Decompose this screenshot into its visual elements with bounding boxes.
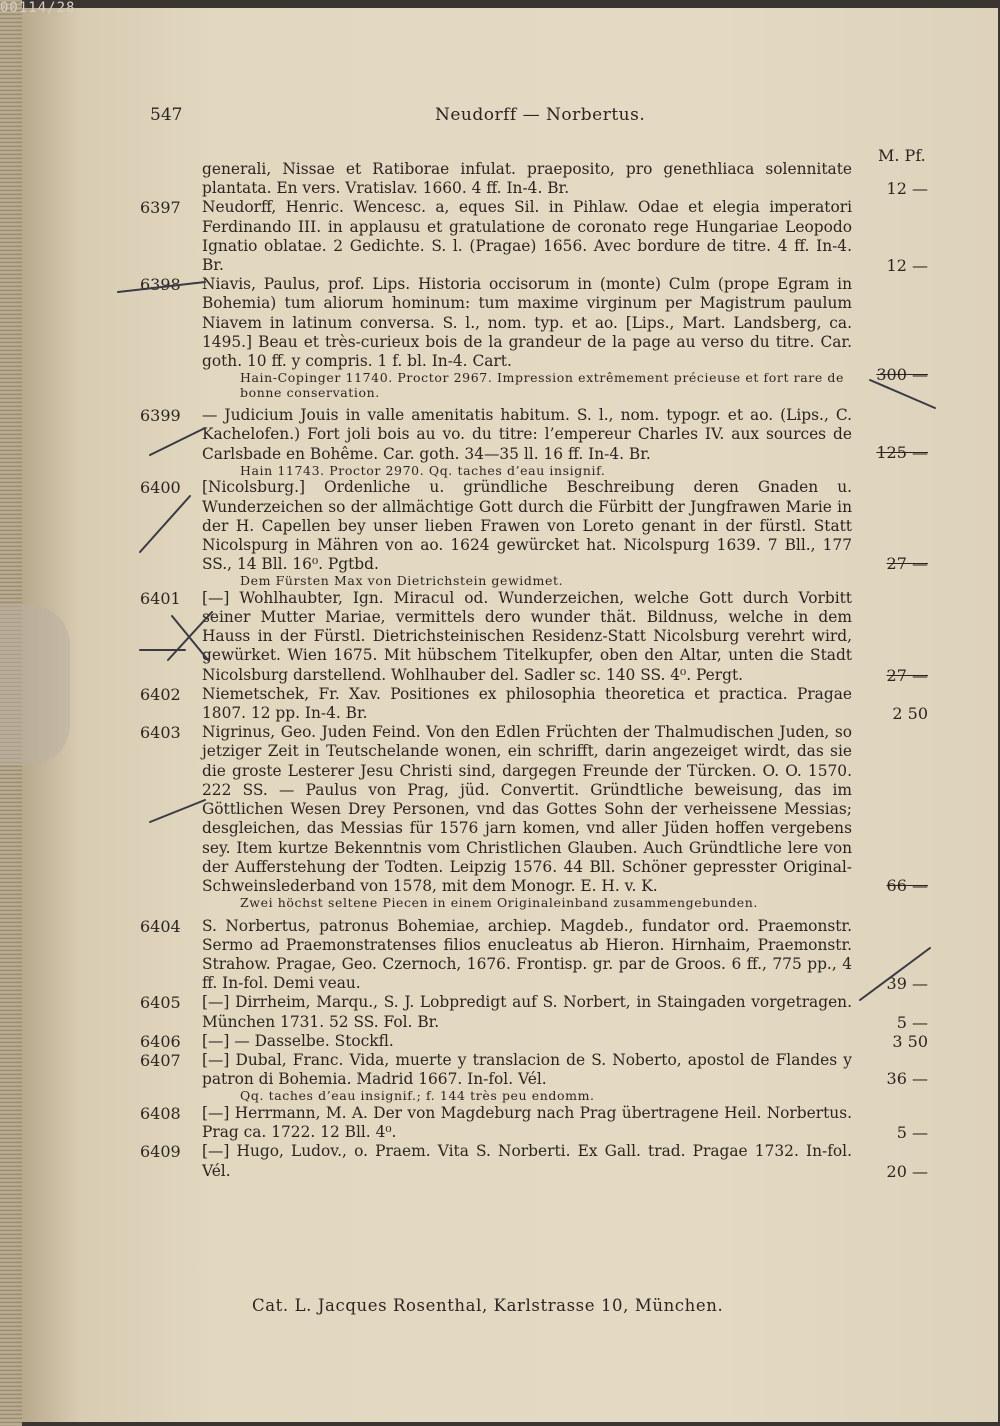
entry-text: Niemetschek, Fr. Xav. Positiones ex philosophia theoretica et practica. Pragae 1807. 12 pp. In-4. Br. [202, 684, 852, 723]
entry-note: Hain-Copinger 11740. Proctor 2967. Impression extrêmement précieuse et fort rare de bonne conservation. [240, 370, 845, 400]
entry-note: Hain 11743. Proctor 2970. Qq. taches d’eau insignif. [240, 462, 606, 478]
thumb-shadow [0, 605, 70, 765]
catalog-entries [140, 160, 940, 1181]
entry-number: 6403 [140, 723, 181, 743]
catalog-footer: Cat. L. Jacques Rosenthal, Karlstrasse 10, München. [252, 1296, 724, 1315]
catalog-entry [140, 917, 940, 994]
entry-price: 2 50 [892, 704, 928, 724]
entry-text: Niavis, Paulus, prof. Lips. Historia occisorum in (monte) Culm (prope Egram in Bohemia) tum aliorum hominum: tum maxime virginum per Magistrum paulum Niavem in latinum conversa. S. l., nom. typ. et ao. [Lips., Mart. Landsberg, ca. 1495.] Beau et très-curieux bois de la grandeur de la page au verso du titre. Car. goth. 10 ff. y compris. 1 f. bl. In-4. Cart. [202, 275, 852, 371]
entry-text: Neudorff, Henric. Wencesc. a, eques Sil. in Pihlaw. Odae et elegia imperatori Ferdinando III. in applausu et gratulatione de coronato rege Hungariae Leopodo Ignatio oblatae. 2 Gedichte. S. l. (Pragae) 1656. Avec bordure de titre. 4 ff. In-4. Br. [202, 198, 852, 275]
entry-note: Zwei höchst seltene Piecen in einem Originaleinband zusammengebunden. [240, 895, 758, 911]
page-number: 547 [150, 105, 183, 125]
entry-text: [—] Herrmann, M. A. Der von Magdeburg nach Prag übertragene Heil. Norbertus. Prag ca. 1722. 12 Bll. 4⁰. [202, 1103, 852, 1142]
entry-price: 12 — [886, 256, 928, 276]
entry-price: 27 — [886, 665, 928, 685]
catalog-entry [140, 275, 940, 400]
entry-price: 27 — [886, 553, 928, 573]
entry-text: [—] Dubal, Franc. Vida, muerte y translacion de S. Noberto, apostol de Flandes y patron di Bohemia. Madrid 1667. In-fol. Vél. [202, 1051, 852, 1089]
entry-price: 300 — [876, 365, 928, 385]
catalog-entry [140, 685, 940, 723]
entry-note: Qq. taches d’eau insignif.; f. 144 très peu endomm. [240, 1088, 595, 1104]
entry-price: 3 50 [892, 1032, 928, 1052]
page-header [150, 105, 930, 129]
entry-number: 6405 [140, 993, 181, 1013]
entry-price: 36 — [886, 1068, 928, 1088]
catalog-entry [140, 589, 940, 685]
catalog-entry [140, 1032, 940, 1051]
entry-note: Dem Fürsten Max von Dietrichstein gewidmet. [240, 573, 564, 589]
entry-price: 39 — [886, 974, 928, 994]
catalog-entry [140, 993, 940, 1031]
entry-price: 5 — [896, 1123, 928, 1143]
entry-number: 6409 [140, 1142, 181, 1162]
entry-number: 6402 [140, 684, 181, 704]
catalog-entry [140, 1142, 940, 1180]
entry-text: Nigrinus, Geo. Juden Feind. Von den Edlen Früchten der Thalmudischen Juden, so jetziger Zeit in Teutschelande wonen, ein schrifft, darin angezeiget wirdt, das sie die groste Lesterer Jesu Christi sind, dargegen Freunde der Türcken. O. O. 1570. 222 SS. — Paulus von Prag, jüd. Convertit. Gründtliche beweisung, das im Göttlichen Wesen Drey Personen, vnd das Gottes Sohn der verheissene Messias; desgleichen, das Messias für 1576 jarn komen, vnd aller Jüden hoffen vergebens sey. Item kurtze Bekenntnis vom Christlichen Glauben. Auch Gründtliche lere von der Aufferstehung der Todten. Leipzig 1576. 44 Bll. Schöner gepresster Original-Schweinslederband von 1578, mit dem Monogr. E. H. v. K. [202, 723, 852, 895]
entry-text: [Nicolsburg.] Ordenliche u. gründliche Beschreibung deren Gnaden u. Wunderzeichen so der allmächtige Gott durch die Fürbitt der Jungfrawen Marie in der H. Capellen bey unser lieben Frawen von Loreto genant in der fürstl. Statt Nicolspurg in Mähren von ao. 1624 gewürcket hat. Nicolspurg 1639. 7 Bll., 177 SS., 14 Bll. 16⁰. Pgtbd. [202, 478, 852, 574]
entry-number: 6404 [140, 916, 181, 936]
entry-number: 6406 [140, 1031, 181, 1051]
entry-number: 6400 [140, 478, 181, 498]
entry-text: [—] Wohlhaubter, Ign. Miracul od. Wunderzeichen, welche Gott durch Vorbitt seiner Mutter Mariae, vermittels dero wunder thät. Bildnuss, welche in dem Hauss in der Fürstl. Dietrichsteinischen Residenz-Statt Nicolsburg verehrt wird, gewürket. Wien 1675. Mit hübschem Titelkupfer, oben den Altar, unten die Stadt Nicolsburg darstellend. Wohlhauber del. Sadler sc. 140 SS. 4⁰. Pergt. [202, 588, 852, 684]
entry-price: 5 — [896, 1012, 928, 1032]
entry-price: 66 — [886, 875, 928, 895]
entry-text: [—] Hugo, Ludov., o. Praem. Vita S. Norberti. Ex Gall. trad. Pragae 1732. In-fol. Vél. [202, 1142, 852, 1180]
scan-label: 00114/28 [0, 0, 76, 16]
entry-price: 12 — [886, 179, 928, 199]
entry-text: generali, Nissae et Ratiborae infulat. praeposito, pro genethliaca solennitate plantata. En vers. Vratislav. 1660. 4 ff. In-4. Br. [202, 160, 852, 198]
entry-text: [—] Dirrheim, Marqu., S. J. Lobpredigt auf S. Norbert, in Staingaden vorgetragen. München 1731. 52 SS. Fol. Br. [202, 993, 852, 1031]
catalog-entry [140, 406, 940, 478]
entry-number: 6398 [140, 275, 181, 295]
price-unit-heading: M. Pf. [878, 146, 926, 165]
page-title: Neudorff — Norbertus. [435, 105, 646, 125]
catalog-entry [140, 1051, 940, 1104]
entry-text: S. Norbertus, patronus Bohemiae, archiep. Magdeb., fundator ord. Praemonstr. Sermo ad Praemonstratenses filios enucleatus ab Hieron. Hirnhaim, Praemonstr. Strahow. Pragae, Geo. Czernoch, 1676. Frontisp. gr. par de Groos. 6 ff., 775 pp., 4 ff. In-fol. Demi veau. [202, 916, 852, 993]
catalog-entry [140, 478, 940, 589]
catalog-entry [140, 1104, 940, 1142]
entry-price: 20 — [886, 1161, 928, 1181]
catalog-entry [140, 723, 940, 910]
entry-number: 6397 [140, 198, 181, 218]
entry-number: 6401 [140, 588, 181, 608]
catalog-entry [140, 160, 940, 198]
entry-number: 6407 [140, 1051, 181, 1071]
entry-number: 6408 [140, 1103, 181, 1123]
entry-text: — Judicium Jouis in valle amenitatis habitum. S. l., nom. typogr. et ao. (Lips., C. Kachelofen.) Fort joli bois au vo. du titre: l’empereur Charles IV. aux sources de Carlsbade en Bohême. Car. goth. 34—35 ll. 16 ff. In-4. Br. [202, 406, 852, 463]
catalog-entry [140, 198, 940, 275]
entry-number: 6399 [140, 406, 181, 426]
entry-text: [—] — Dasselbe. Stockfl. [202, 1031, 394, 1050]
entry-price: 125 — [876, 443, 928, 463]
